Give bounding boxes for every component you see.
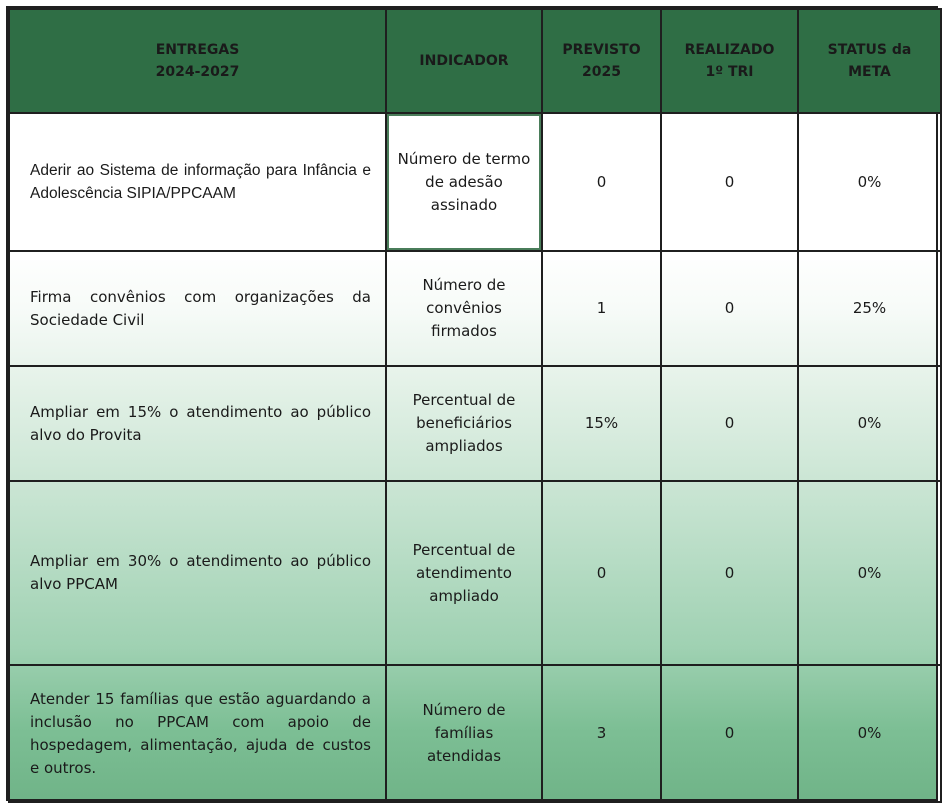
header-status <box>798 9 941 113</box>
metas-table <box>8 8 942 803</box>
status-cell: 0% <box>798 366 941 481</box>
entrega-cell: Ampliar em 15% o atendimento ao público alvo do Provita <box>9 366 386 481</box>
realizado-cell: 0 <box>661 481 798 665</box>
entrega-cell: Atender 15 famílias que estão aguardando a inclusão no PPCAM com apoio de hospedagem, alimentação, ajuda de custos e outros. <box>9 665 386 802</box>
realizado-cell: 0 <box>661 665 798 802</box>
entrega-cell: Aderir ao Sistema de informação para Infância e Adolescência SIPIA/PPCAAM <box>9 113 386 251</box>
header-row <box>9 9 941 113</box>
header-status-line1: STATUS da <box>827 42 912 58</box>
status-cell: 0% <box>798 113 941 251</box>
header-realizado <box>661 9 798 113</box>
table-row <box>9 481 941 665</box>
header-indicador-label: INDICADOR <box>419 53 509 69</box>
realizado-cell: 0 <box>661 113 798 251</box>
indicador-cell[interactable]: Número de termo de adesão assinado <box>386 113 542 251</box>
header-previsto-line1: PREVISTO <box>562 42 641 58</box>
header-realizado-line1: REALIZADO <box>684 42 775 58</box>
table-row <box>9 251 941 366</box>
header-entregas <box>9 9 386 113</box>
previsto-cell: 3 <box>542 665 661 802</box>
indicador-cell: Número de famílias atendidas <box>386 665 542 802</box>
status-cell: 0% <box>798 665 941 802</box>
metas-table-container <box>6 6 938 801</box>
indicador-cell: Percentual de beneficiários ampliados <box>386 366 542 481</box>
header-entregas-line2: 2024-2027 <box>155 64 240 80</box>
header-previsto-line2: 2025 <box>582 64 621 80</box>
previsto-cell: 15% <box>542 366 661 481</box>
header-entregas-line1: ENTREGAS <box>155 42 240 58</box>
indicador-cell: Percentual de atendimento ampliado <box>386 481 542 665</box>
header-realizado-line2: 1º TRI <box>705 64 754 80</box>
previsto-cell: 0 <box>542 113 661 251</box>
status-cell: 25% <box>798 251 941 366</box>
header-previsto <box>542 9 661 113</box>
header-status-line2: META <box>848 64 891 80</box>
table-row <box>9 665 941 802</box>
table-row <box>9 113 941 251</box>
realizado-cell: 0 <box>661 366 798 481</box>
realizado-cell: 0 <box>661 251 798 366</box>
header-indicador <box>386 9 542 113</box>
entrega-cell: Ampliar em 30% o atendimento ao público alvo PPCAM <box>9 481 386 665</box>
previsto-cell: 0 <box>542 481 661 665</box>
previsto-cell: 1 <box>542 251 661 366</box>
status-cell: 0% <box>798 481 941 665</box>
entrega-cell: Firma convênios com organizações da Sociedade Civil <box>9 251 386 366</box>
indicador-cell: Número de convênios firmados <box>386 251 542 366</box>
table-row <box>9 366 941 481</box>
